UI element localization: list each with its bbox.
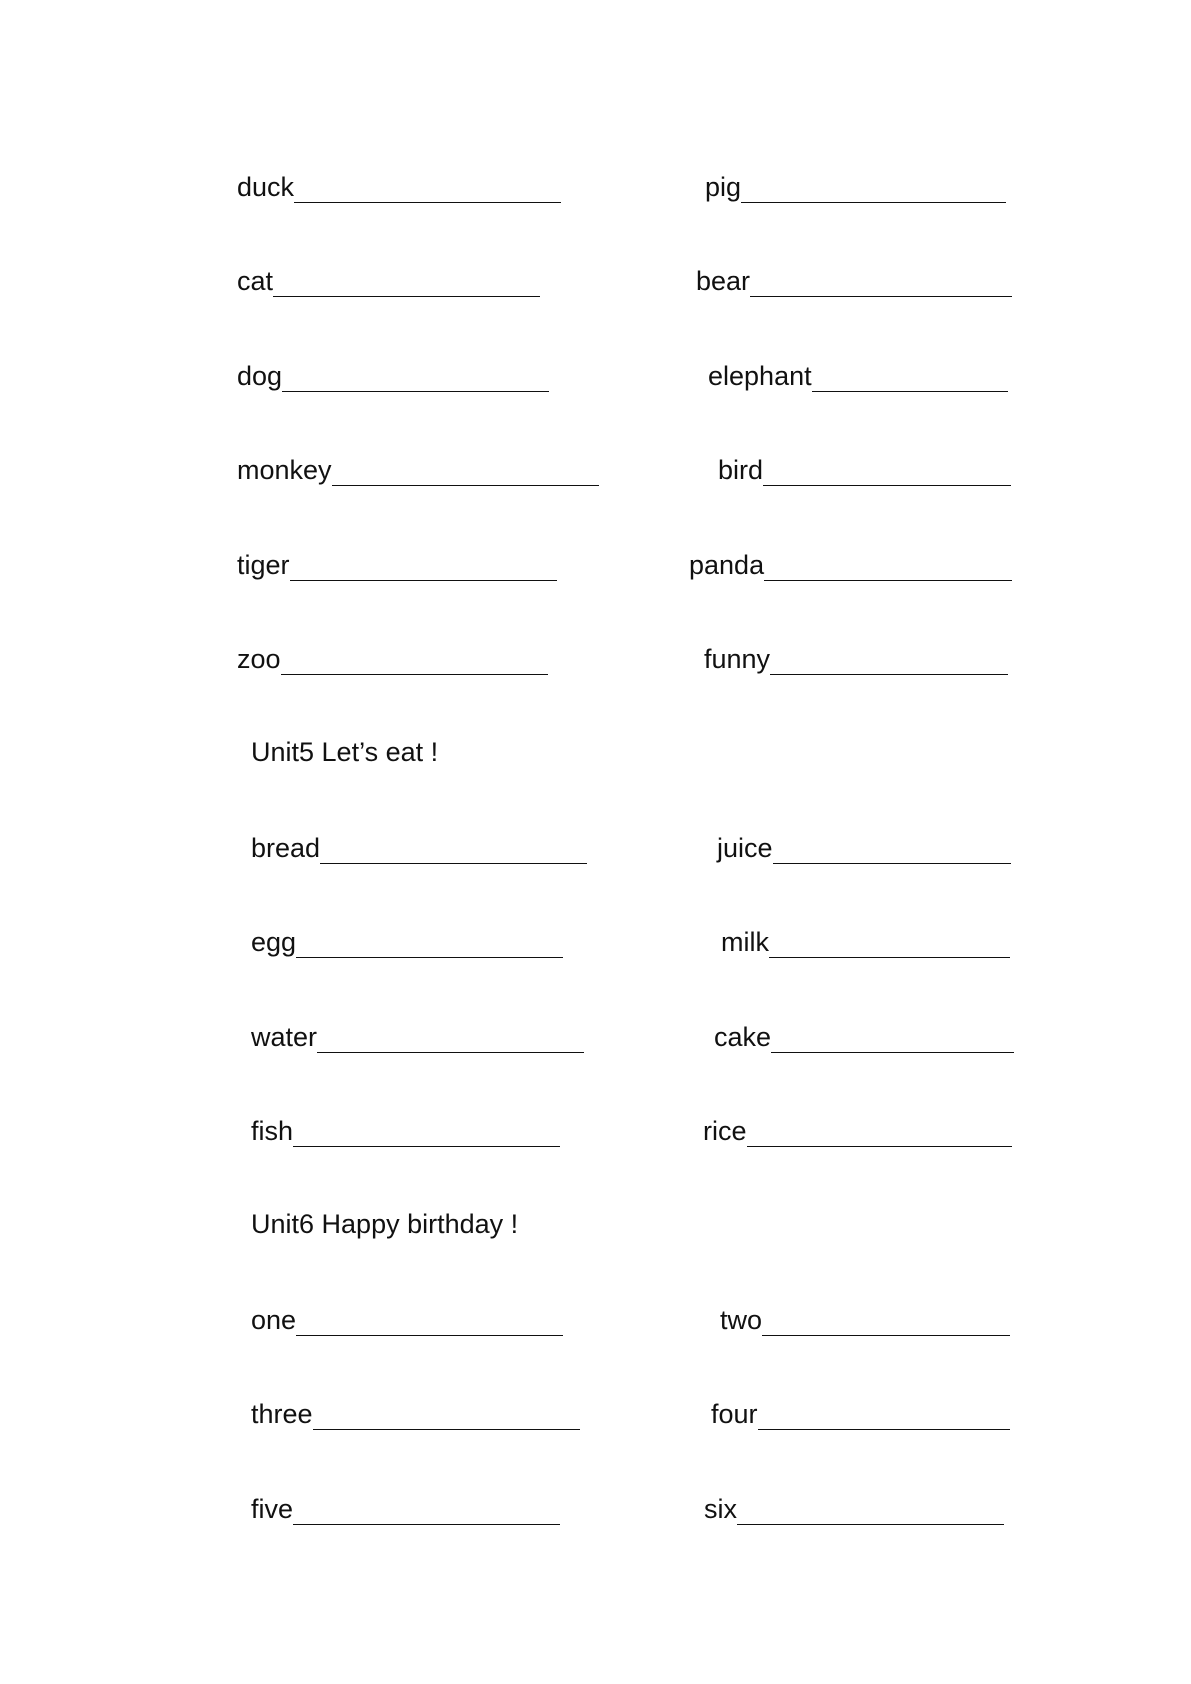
word-entry-right xyxy=(717,826,1011,866)
word-entry-left xyxy=(251,920,563,960)
word-label: water xyxy=(251,1022,318,1052)
word-label: cake xyxy=(714,1022,772,1052)
unit5-heading: Unit5 Let’s eat ! xyxy=(251,737,439,767)
word-label: three xyxy=(251,1399,313,1429)
word-entry-left xyxy=(237,354,549,394)
word-entry-right xyxy=(705,165,1006,205)
word-label: milk xyxy=(721,927,769,957)
word-entry-left xyxy=(237,448,599,488)
answer-blank[interactable] xyxy=(750,296,1012,297)
word-entry-right xyxy=(721,920,1010,960)
answer-blank[interactable] xyxy=(273,296,540,297)
word-entry-left xyxy=(251,1298,563,1338)
answer-blank[interactable] xyxy=(741,202,1006,203)
word-label: elephant xyxy=(708,361,812,391)
answer-blank[interactable] xyxy=(771,1052,1014,1053)
word-entry-right xyxy=(708,354,1008,394)
unit6-heading: Unit6 Happy birthday ! xyxy=(251,1209,519,1239)
answer-blank[interactable] xyxy=(294,202,561,203)
word-label: five xyxy=(251,1494,294,1524)
word-entry-right xyxy=(718,448,1011,488)
word-entry-right xyxy=(714,1015,1014,1055)
answer-blank[interactable] xyxy=(296,957,563,958)
word-entry-left xyxy=(237,165,561,205)
word-entry-left xyxy=(237,637,548,677)
word-entry-right xyxy=(720,1298,1010,1338)
word-label: zoo xyxy=(237,644,281,674)
word-label: egg xyxy=(251,927,297,957)
word-label: four xyxy=(711,1399,758,1429)
answer-blank[interactable] xyxy=(281,674,548,675)
answer-blank[interactable] xyxy=(332,485,599,486)
answer-blank[interactable] xyxy=(293,1146,560,1147)
word-label: funny xyxy=(704,644,771,674)
word-label: bread xyxy=(251,833,321,863)
word-label: bear xyxy=(696,266,751,296)
word-entry-left xyxy=(237,259,540,299)
answer-blank[interactable] xyxy=(769,957,1010,958)
answer-blank[interactable] xyxy=(812,391,1008,392)
answer-blank[interactable] xyxy=(770,674,1008,675)
word-entry-left xyxy=(251,826,587,866)
word-label: two xyxy=(720,1305,763,1335)
answer-blank[interactable] xyxy=(747,1146,1012,1147)
answer-blank[interactable] xyxy=(764,580,1012,581)
word-entry-left xyxy=(237,543,557,583)
answer-blank[interactable] xyxy=(773,863,1011,864)
word-label: tiger xyxy=(237,550,290,580)
answer-blank[interactable] xyxy=(313,1429,580,1430)
word-label: panda xyxy=(689,550,765,580)
word-label: one xyxy=(251,1305,297,1335)
answer-blank[interactable] xyxy=(737,1524,1004,1525)
answer-blank[interactable] xyxy=(296,1335,563,1336)
word-label: cat xyxy=(237,266,274,296)
word-entry-right xyxy=(696,259,1012,299)
word-label: fish xyxy=(251,1116,294,1146)
answer-blank[interactable] xyxy=(317,1052,584,1053)
answer-blank[interactable] xyxy=(763,485,1011,486)
word-entry-right xyxy=(703,1109,1012,1149)
answer-blank[interactable] xyxy=(320,863,587,864)
word-entry-right xyxy=(704,637,1008,677)
word-entry-left xyxy=(251,1392,580,1432)
answer-blank[interactable] xyxy=(293,1524,560,1525)
word-label: bird xyxy=(718,455,764,485)
answer-blank[interactable] xyxy=(758,1429,1010,1430)
answer-blank[interactable] xyxy=(290,580,557,581)
word-label: six xyxy=(704,1494,737,1524)
word-label: duck xyxy=(237,172,295,202)
answer-blank[interactable] xyxy=(282,391,549,392)
word-entry-left xyxy=(251,1487,560,1527)
answer-blank[interactable] xyxy=(762,1335,1010,1336)
word-entry-right xyxy=(704,1487,1004,1527)
word-label: pig xyxy=(705,172,742,202)
word-label: monkey xyxy=(237,455,332,485)
word-entry-left xyxy=(251,1109,560,1149)
word-entry-right xyxy=(689,543,1012,583)
word-label: rice xyxy=(703,1116,747,1146)
word-label: dog xyxy=(237,361,283,391)
word-label: juice xyxy=(717,833,773,863)
word-entry-right xyxy=(711,1392,1010,1432)
word-entry-left xyxy=(251,1015,584,1055)
